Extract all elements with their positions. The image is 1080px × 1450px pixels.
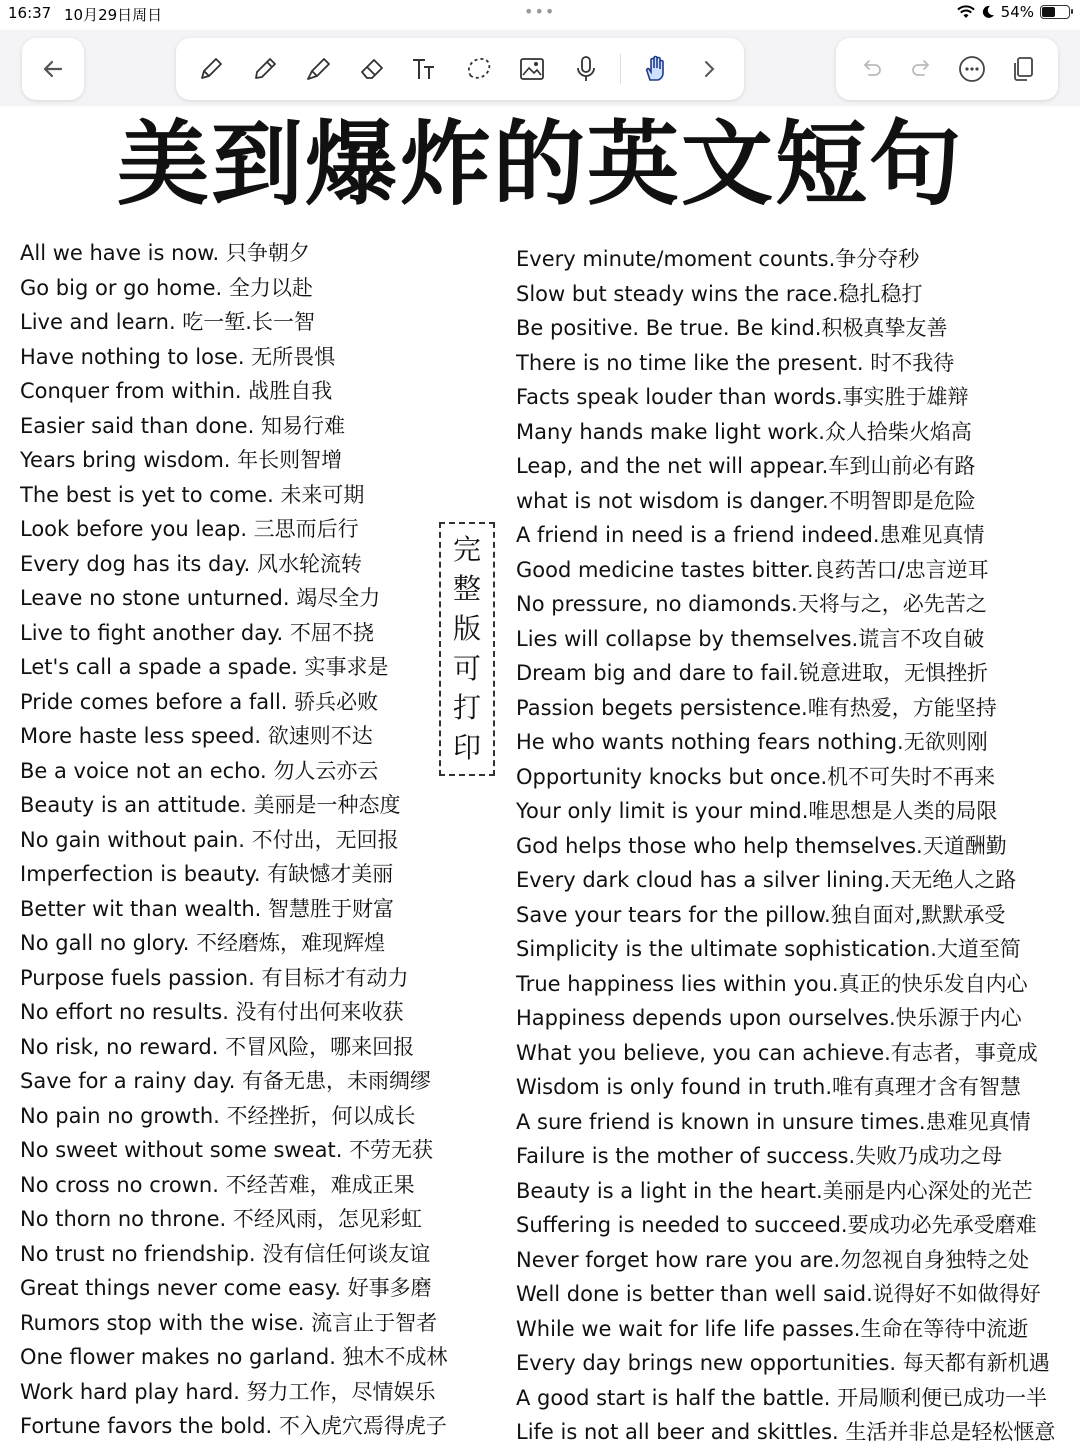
phrase-line: More haste less speed. 欲速则不达 [20, 724, 373, 748]
page-title: 美到爆炸的英文短句 [116, 111, 963, 218]
phrase-line: Conquer from within. 战胜自我 [20, 379, 333, 403]
eraser-tool-button[interactable] [353, 50, 391, 88]
phrase-line: Look before you leap. 三思而后行 [20, 517, 359, 541]
phrase-line: God helps those who help themselves.天道酬勤 [516, 833, 1007, 858]
stamp-character: 可 [452, 651, 481, 685]
phrase-line: Simplicity is the ultimate sophistication.大道至简 [516, 937, 1021, 961]
phrase-line: Your only limit is your mind.唯思想是人类的局限 [516, 799, 998, 823]
redo-icon [907, 54, 937, 84]
phrase-line: A sure friend is known in unsure times.患难见真情 [516, 1109, 1031, 1134]
status-bar [0, 0, 1080, 30]
microphone-button[interactable] [567, 50, 605, 88]
phrase-line: No trust no friendship. 没有信任何谈友谊 [20, 1241, 431, 1266]
phrase-line: Every minute/moment counts.争分夺秒 [516, 247, 920, 271]
image-tool-button[interactable] [513, 50, 551, 88]
phrase-line: Well done is better than well said.说得好不如做得好 [516, 1282, 1041, 1306]
phrase-line: Never forget how rare you are.勿忽视自身独特之处 [516, 1247, 1030, 1272]
phrase-line: Leap, and the net will appear.车到山前必有路 [516, 454, 976, 478]
phrase-line: Many hands make light work.众人拾柴火焰高 [516, 419, 972, 444]
pencil-tool-button[interactable] [246, 50, 284, 88]
phrase-line: One flower makes no garland. 独木不成林 [20, 1345, 448, 1369]
phrase-line: Pride comes before a fall. 骄兵必败 [20, 689, 379, 714]
phrase-line: All we have is now. 只争朝夕 [20, 241, 310, 265]
phrase-line: Great things never come easy. 好事多磨 [20, 1276, 432, 1300]
more-options-button[interactable] [953, 50, 991, 88]
phrase-line: Happiness depends upon ourselves.快乐源于内心 [516, 1006, 1022, 1030]
phrase-line: He who wants nothing fears nothing.无欲则刚 [516, 730, 988, 754]
text-icon [410, 54, 440, 84]
highlighter-tool-button[interactable] [299, 50, 337, 88]
phrase-line: Easier said than done. 知易行难 [20, 413, 345, 438]
pages-button[interactable] [1004, 50, 1042, 88]
mic-icon [571, 54, 601, 84]
more-icon [957, 54, 987, 84]
phrase-line: Lies will collapse by themselves.谎言不攻自破 [516, 626, 985, 651]
lasso-tool-button[interactable] [460, 50, 498, 88]
phrase-line: Good medicine tastes bitter.良药苦口/忠言逆耳 [516, 557, 989, 582]
phrase-line: What you believe, you can achieve.有志者，事竟成 [516, 1040, 1038, 1065]
highlighter-icon [303, 54, 333, 84]
phrase-line: Slow but steady wins the race.稳扎稳打 [516, 281, 923, 306]
phrase-line: No risk, no reward. 不冒风险，哪来回报 [20, 1034, 415, 1059]
phrase-line: Every day brings new opportunities. 每天都有新机遇 [516, 1351, 1050, 1375]
status-date: 10月29日周日 [64, 6, 163, 24]
phrase-line: No cross no crown. 不经苦难，难成正果 [20, 1172, 415, 1197]
phrase-line: Save your tears for the pillow.独自面对,默默承受 [516, 902, 1006, 927]
phrase-line: Live and learn. 吃一堑.长一智 [20, 310, 315, 334]
undo-button[interactable] [852, 50, 890, 88]
phrase-line: Dream big and dare to fail.锐意进取，无惧挫折 [516, 661, 988, 685]
stamp-character: 印 [452, 731, 481, 765]
pen-icon [196, 54, 226, 84]
battery-icon [1040, 5, 1070, 19]
document-actions [836, 38, 1058, 100]
eraser-icon [357, 54, 387, 84]
phrase-line: A good start is half the battle. 开局顺利便已成功一半 [516, 1385, 1048, 1410]
left-phrase-list [20, 236, 490, 1444]
phrase-line: No pain no growth. 不经挫折，何以成长 [20, 1103, 416, 1128]
phrase-line: Every dark cloud has a silver lining.天无绝人之路 [516, 868, 1017, 892]
phrase-line: Purpose fuels passion. 有目标才有动力 [20, 965, 409, 990]
phrase-line: what is not wisdom is danger.不明智即是危险 [516, 488, 976, 513]
phrase-line: Beauty is a light in the heart.美丽是内心深处的光芒 [516, 1178, 1033, 1203]
phrase-line: Opportunity knocks but once.机不可失时不再来 [516, 764, 996, 789]
more-tools-button[interactable] [690, 50, 728, 88]
hand-icon [641, 54, 671, 84]
phrase-line: Be a voice not an echo. 勿人云亦云 [20, 758, 379, 783]
status-time: 16:37 [8, 4, 52, 22]
phrase-line: Failure is the mother of success.失败乃成功之母 [516, 1144, 1003, 1168]
phrase-line: Facts speak louder than words.事实胜于雄辩 [516, 385, 969, 409]
phrase-line: No pressure, no diamonds.天将与之，必先苦之 [516, 592, 987, 616]
phrase-line: Suffering is needed to succeed.要成功必先承受磨难 [516, 1213, 1037, 1237]
stamp-character: 打 [452, 691, 481, 725]
phrase-line: Go big or go home. 全力以赴 [20, 275, 313, 300]
phrase-line: While we wait for life life passes.生命在等待中流逝 [516, 1316, 1029, 1341]
phrase-line: Imperfection is beauty. 有缺憾才美丽 [20, 862, 394, 886]
moon-icon [981, 5, 995, 19]
phrase-line: No sweet without some sweat. 不劳无获 [20, 1138, 434, 1162]
phrase-line: Rumors stop with the wise. 流言止于智者 [20, 1310, 438, 1335]
image-icon [517, 54, 547, 84]
phrase-line: Work hard play hard. 努力工作，尽情娱乐 [20, 1379, 436, 1404]
phrase-line: Wisdom is only found in truth.唯有真理才含有智慧 [516, 1075, 1022, 1099]
phrase-line: No gain without pain. 不付出，无回报 [20, 827, 399, 852]
lasso-icon [464, 54, 494, 84]
phrase-line: Save for a rainy day. 有备无患，未雨绸缪 [20, 1069, 432, 1093]
stamp-character: 完 [452, 532, 481, 566]
stamp-character: 整 [452, 572, 481, 606]
phrase-line: Better wit than wealth. 智慧胜于财富 [20, 896, 395, 921]
phrase-line: Passion begets persistence.唯有热爱，方能坚持 [516, 695, 997, 720]
text-tool-button[interactable] [406, 50, 444, 88]
phrase-line: Let's call a spade a spade. 实事求是 [20, 655, 389, 679]
phrase-line: No effort no results. 没有付出何来收获 [20, 1000, 404, 1024]
wifi-icon [957, 5, 975, 19]
phrase-line: No thorn no throne. 不经风雨，怎见彩虹 [20, 1207, 422, 1231]
stamp-character: 版 [452, 612, 481, 646]
printable-stamp [439, 522, 495, 776]
phrase-line: Live to fight another day. 不屈不挠 [20, 620, 374, 645]
back-arrow-icon [39, 55, 67, 83]
phrase-line: There is no time like the present. 时不我待 [516, 350, 955, 375]
pen-tool-button[interactable] [192, 50, 230, 88]
phrase-line: Leave no stone unturned. 竭尽全力 [20, 586, 381, 610]
multitasking-dots[interactable]: ••• [524, 2, 556, 21]
chevron-right-icon [694, 54, 724, 84]
phrase-line: Fortune favors the bold. 不入虎穴焉得虎子 [20, 1414, 447, 1438]
redo-button[interactable] [903, 50, 941, 88]
phrase-line: A friend in need is a friend indeed.患难见真情 [516, 523, 985, 547]
phrase-line: Years bring wisdom. 年长则智增 [20, 448, 343, 472]
phrase-line: True happiness lies within you.真正的快乐发自内心 [516, 971, 1028, 996]
phrase-line: Beauty is an attitude. 美丽是一种态度 [20, 793, 401, 817]
phrase-line: Life is not all beer and skittles. 生活并非总是轻松惬意 [516, 1420, 1056, 1444]
phrase-line: Every dog has its day. 风水轮流转 [20, 551, 362, 576]
phrase-line: Have nothing to lose. 无所畏惧 [20, 344, 336, 369]
undo-icon [856, 54, 886, 84]
phrase-line: Be positive. Be true. Be kind.积极真挚友善 [516, 316, 948, 340]
pencil-icon [250, 54, 280, 84]
tool-palette [176, 38, 744, 100]
phrase-line: No gall no glory. 不经磨炼，难现辉煌 [20, 931, 386, 955]
phrase-line: The best is yet to come. 未来可期 [20, 482, 365, 507]
hand-tool-button[interactable] [637, 50, 675, 88]
pages-icon [1008, 54, 1038, 84]
battery-percent: 54% [1000, 3, 1034, 21]
toolbar-divider [620, 54, 621, 84]
back-button[interactable] [22, 38, 84, 100]
right-phrase-list [516, 242, 1078, 1450]
